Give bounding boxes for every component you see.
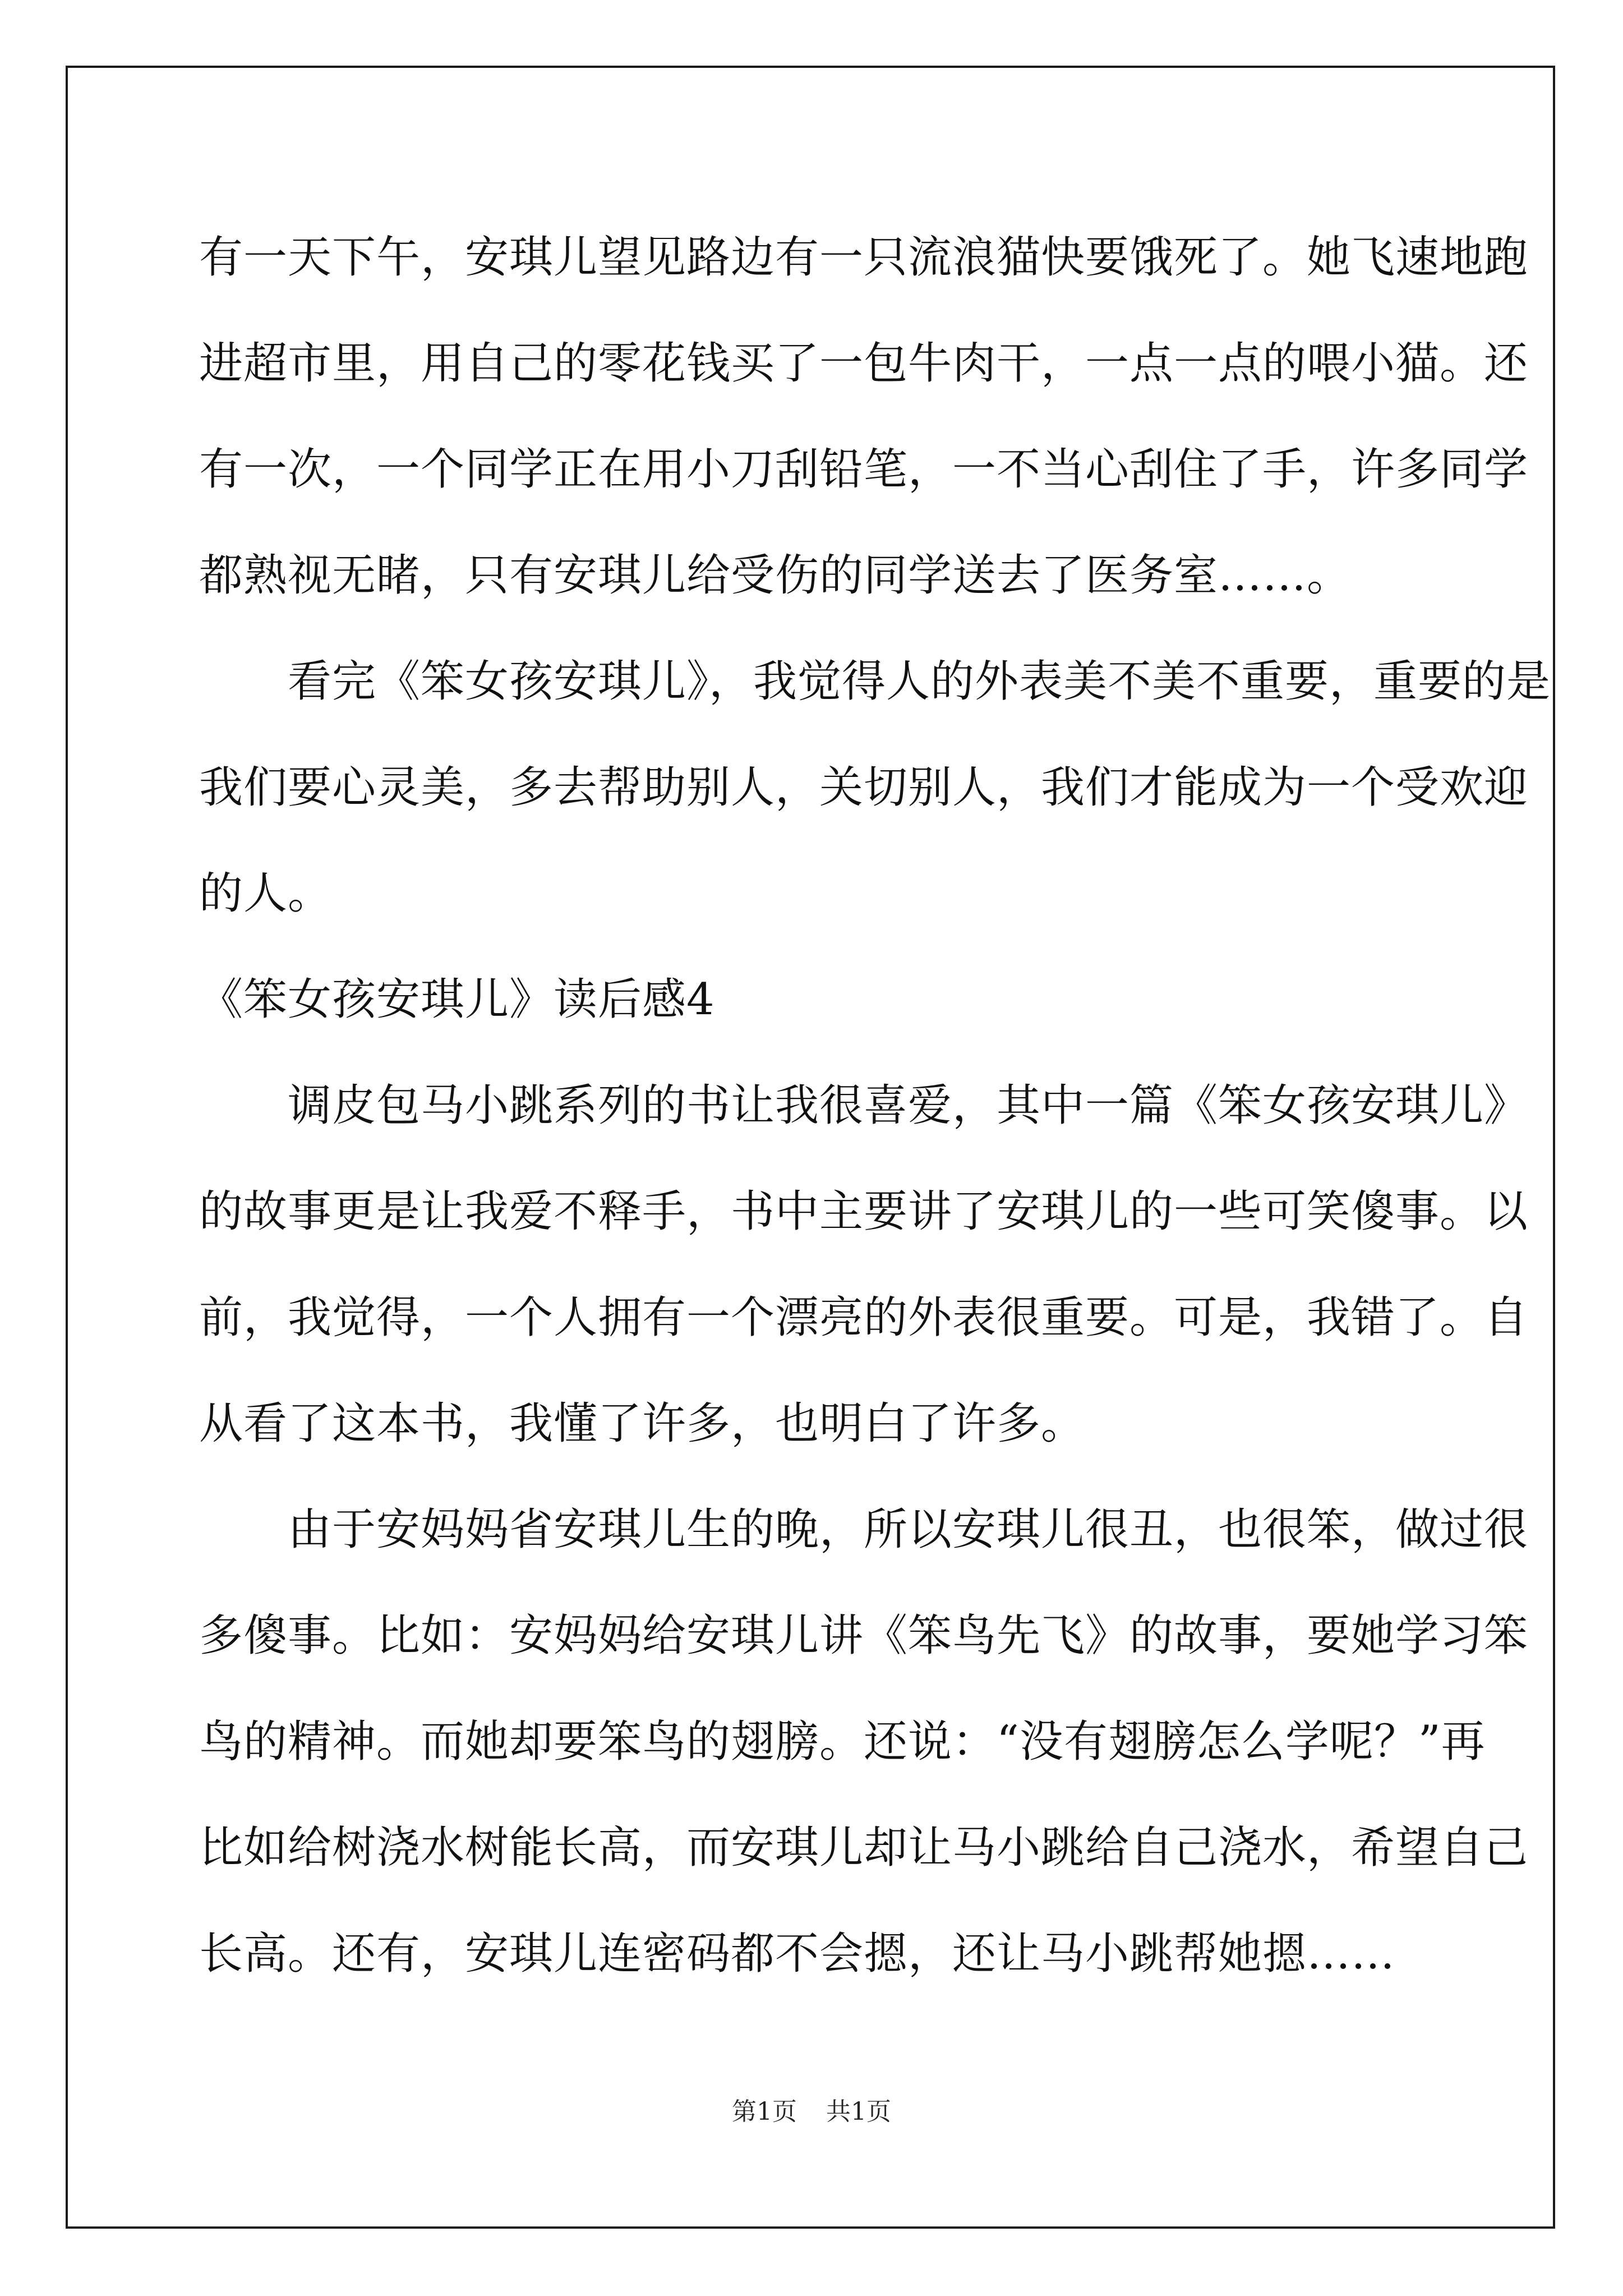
text-line: 的人。 [199,868,333,919]
document-body [199,205,1551,2007]
section-heading: 《笨女孩安琪儿》读后感4 [199,974,715,1025]
text-line: 比如给树浇水树能长高，而安琪儿却让马小跳给自己浇水，希望自己 [199,1823,1529,1873]
text-line: 前，我觉得，一个人拥有一个漂亮的外表很重要。可是，我错了。自 [199,1292,1529,1343]
text-line: 我们要心灵美，多去帮助别人，关切别人，我们才能成为一个受欢迎 [199,762,1529,813]
text-line: 都熟视无睹，只有安琪儿给受伤的同学送去了医务室……。 [199,550,1352,601]
text-line: 的故事更是让我爱不释手，书中主要讲了安琪儿的一些可笑傻事。以 [199,1186,1529,1237]
text-line: 调皮包马小跳系列的书让我很喜爱，其中一篇《笨女孩安琪儿》 [199,1080,1529,1131]
page-footer [0,2095,1623,2129]
page-total: 共1页 [826,2097,891,2126]
text-line: 有一天下午，安琪儿望见路边有一只流浪猫快要饿死了。她飞速地跑 [199,232,1529,283]
text-line: 进超市里，用自己的零花钱买了一包牛肉干，一点一点的喂小猫。还 [199,338,1529,389]
text-line: 由于安妈妈省安琪儿生的晚，所以安琪儿很丑，也很笨，做过很 [199,1504,1529,1555]
text-line: 从看了这本书，我懂了许多，也明白了许多。 [199,1398,1086,1449]
text-line: 多傻事。比如：安妈妈给安琪儿讲《笨鸟先飞》的故事，要她学习笨 [199,1611,1529,1661]
text-line: 看完《笨女孩安琪儿》，我觉得人的外表美不美不重要，重要的是 [199,656,1551,707]
text-line: 鸟的精神。而她却要笨鸟的翅膀。还说：“没有翅膀怎么学呢？”再 [199,1717,1486,1767]
page-number: 第1页 [732,2097,797,2126]
text-line: 长高。还有，安琪儿连密码都不会摁，还让马小跳帮她摁…… [199,1929,1396,1979]
text-line: 有一次，一个同学正在用小刀刮铅笔，一不当心刮住了手，许多同学 [199,444,1529,495]
